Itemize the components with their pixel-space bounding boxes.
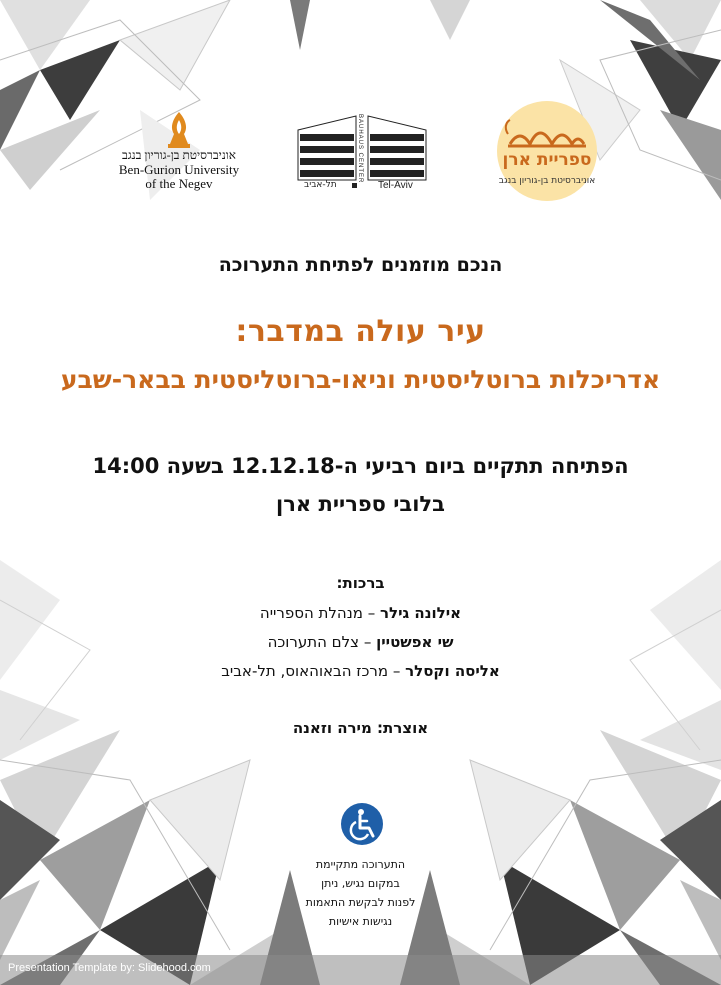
bgu-hebrew-name: אוניברסיטת בן-גוריון בנגב	[121, 148, 236, 162]
aran-library-name: ספריית ארן	[502, 150, 592, 170]
bauhaus-hebrew-text: תל-אביב	[304, 180, 337, 190]
exhibition-subtitle: אדריכלות ברוטליסטית וניאו-ברוטליסטית בבאר-שבע	[60, 365, 661, 394]
greeting-separator: –	[359, 633, 377, 651]
greeting-name: אליסה וקסלר	[405, 662, 500, 680]
curator-line: אוצרת: מירה וזאנה	[292, 719, 429, 737]
greeting-role: צלם התערוכה	[267, 633, 360, 651]
accessibility-line-2: במקום נגיש, ניתן	[321, 877, 400, 890]
bgu-english-line2: of the Negev	[145, 176, 213, 191]
greeting-name: אילונה גילר	[379, 604, 462, 622]
greeting-item	[0, 662, 721, 680]
bauhaus-english-text: Tel-Aviv	[378, 180, 413, 191]
aran-library-logo	[486, 100, 608, 202]
greeting-item	[0, 633, 721, 651]
greeting-role: מנהלת הספרייה	[259, 604, 363, 622]
bauhaus-vertical-text: BAUHAUS CENTER	[357, 114, 363, 184]
wheelchair-icon	[340, 802, 384, 846]
opening-location: בלובי ספריית ארן	[276, 492, 445, 516]
bauhaus-center-logo	[296, 110, 428, 205]
template-credit: Presentation Template by: Slidehood.com	[8, 962, 211, 974]
aran-university-name: אוניברסיטת בן-גוריון בנגב	[498, 176, 596, 186]
accessibility-line-4: נגישות אישיות	[328, 915, 393, 928]
greeting-separator: –	[362, 604, 380, 622]
greetings-heading: ברכות:	[336, 574, 385, 592]
accessibility-line-1: התערוכה מתקיימת	[315, 858, 406, 871]
invitation-line: הנכם מוזמנים לפתיחת התערוכה	[218, 254, 503, 276]
bgu-flame-icon	[108, 110, 250, 150]
greeting-name: שי אפשטיין	[376, 633, 454, 651]
accessibility-note	[0, 855, 721, 931]
bgu-logo	[108, 110, 250, 190]
greeting-role: מרכז הבאוהאוס, תל-אביב	[221, 662, 389, 680]
accessibility-line-3: לפנות לבקשת התאמות	[305, 896, 416, 909]
exhibition-title: עיר עולה במדבר:	[235, 314, 486, 349]
greeting-separator: –	[388, 662, 406, 680]
opening-details: הפתיחה תתקיים ביום רביעי ה-12.12.18 בשעה 14:00	[92, 454, 629, 478]
greeting-item	[0, 604, 721, 622]
bgu-english-line1: Ben-Gurion University	[118, 162, 240, 177]
